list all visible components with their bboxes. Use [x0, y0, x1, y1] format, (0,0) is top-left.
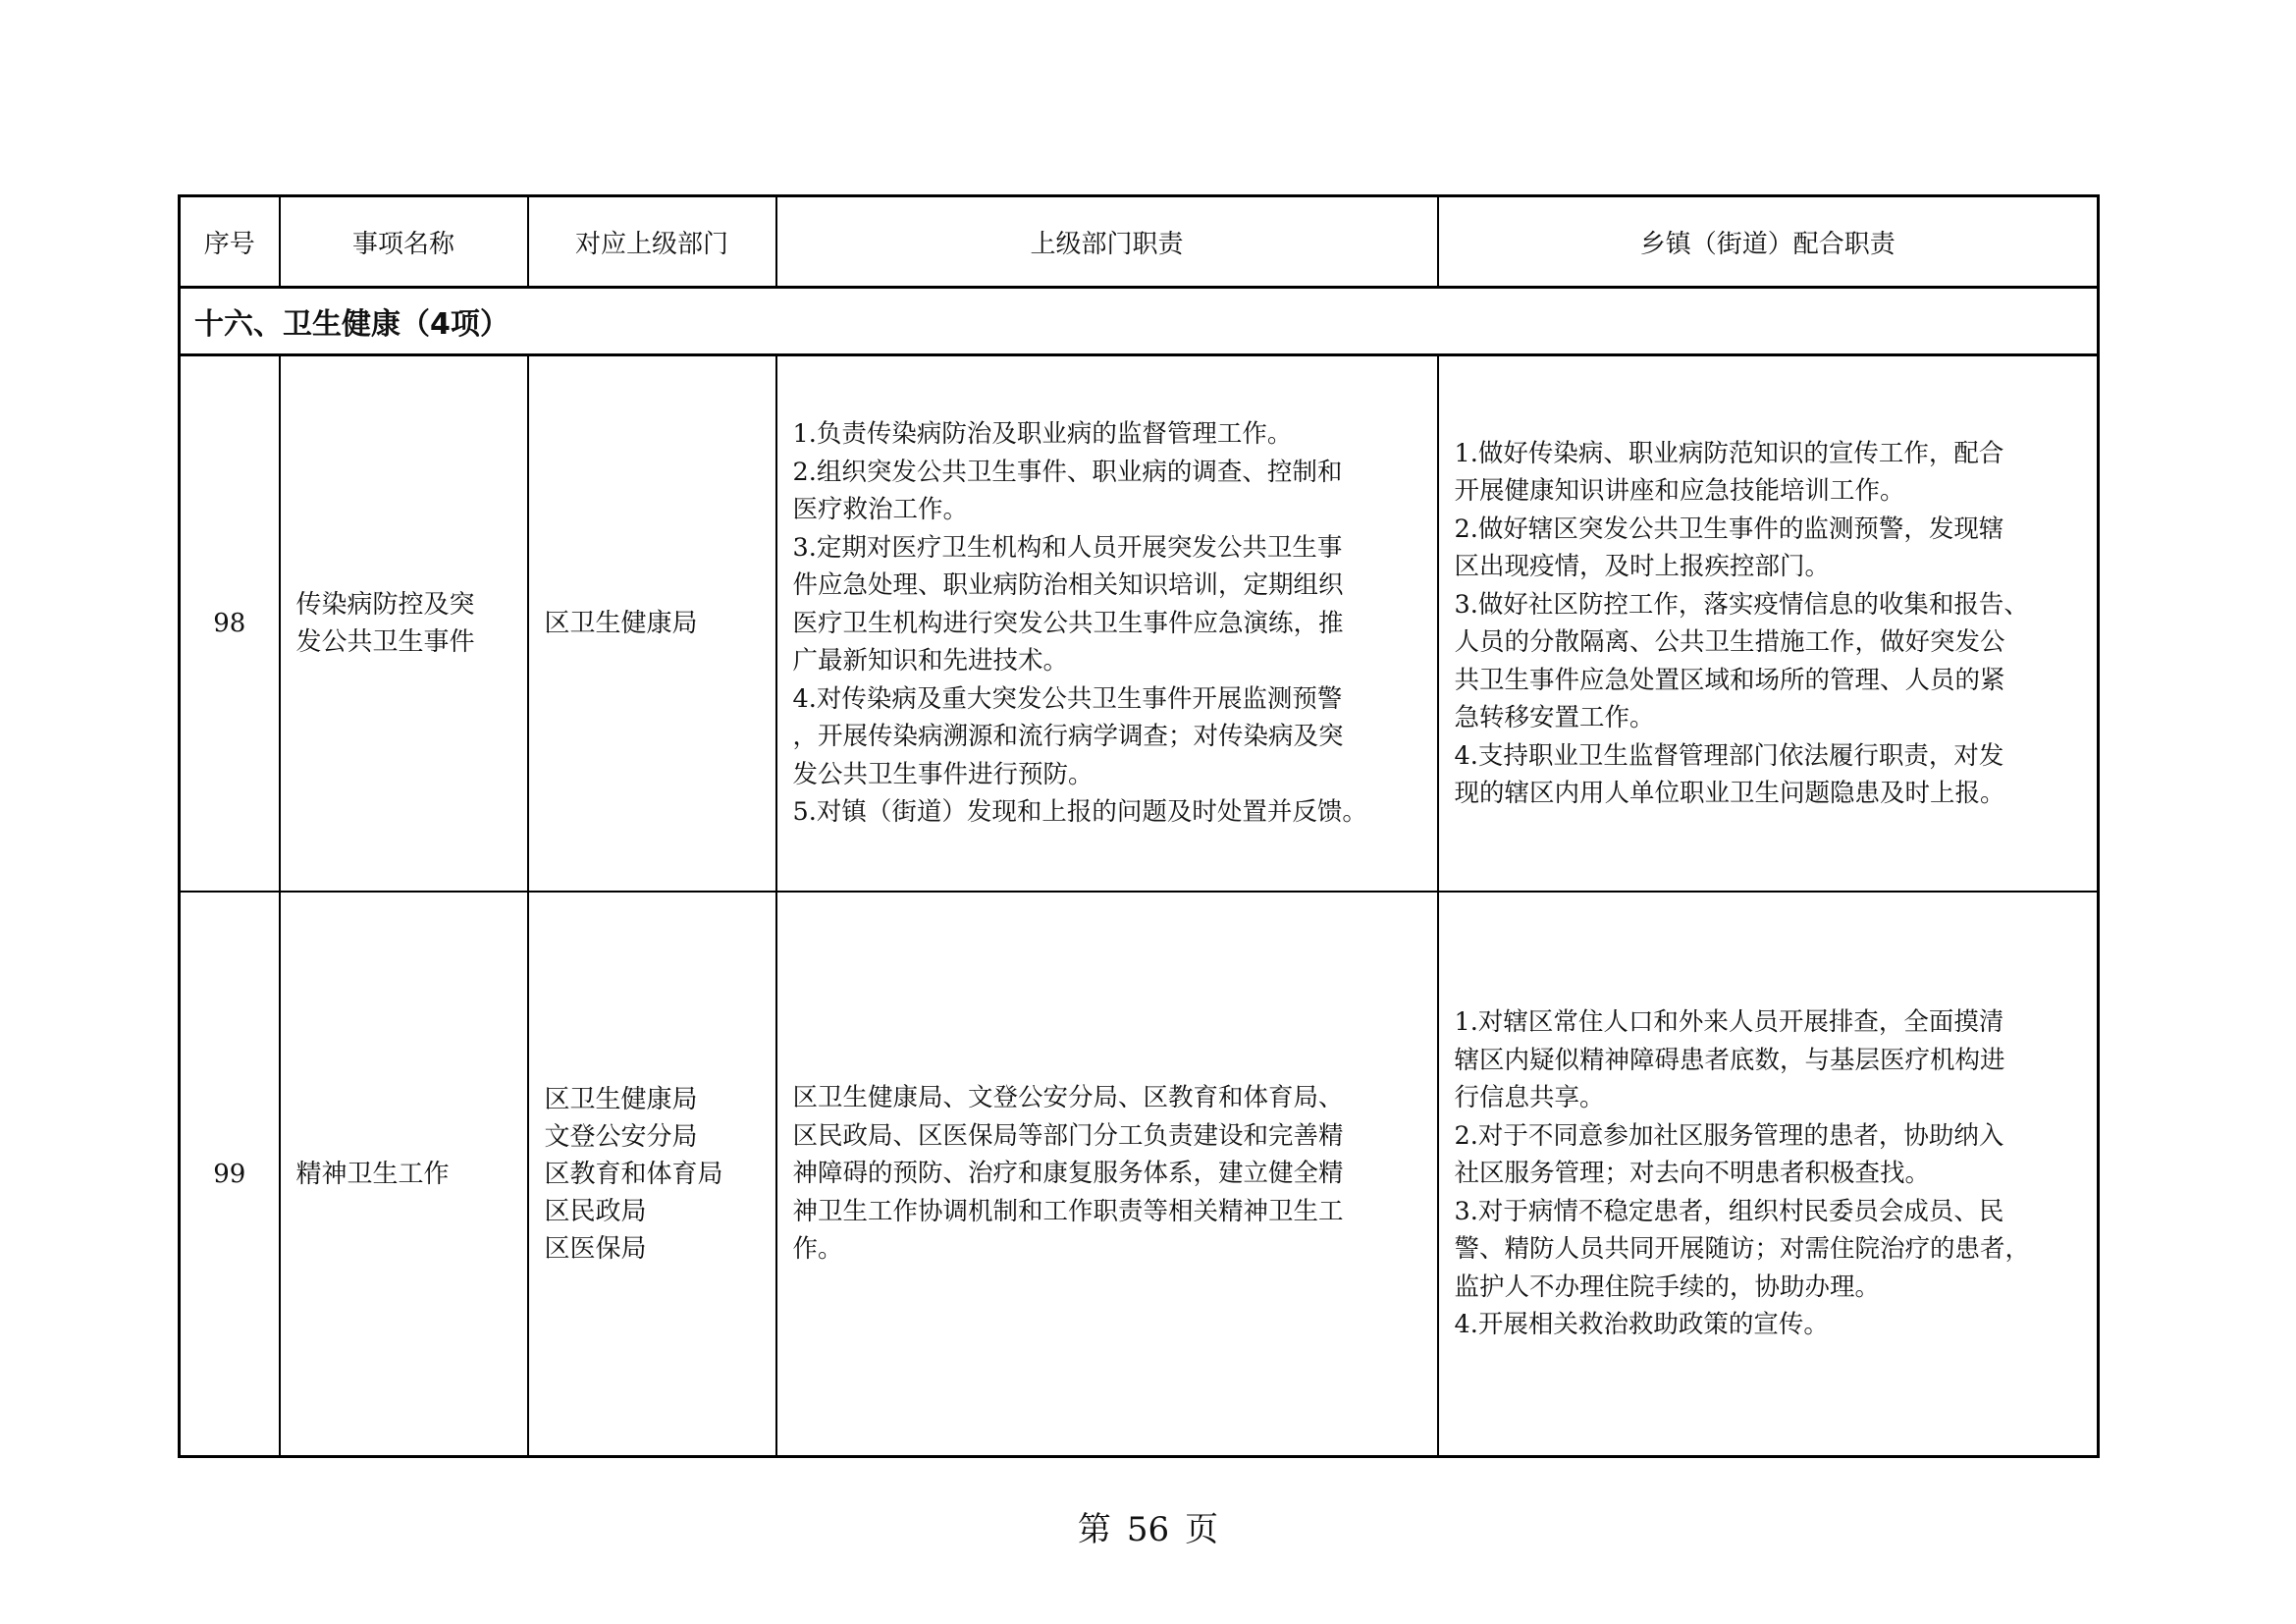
text-line: 警、精防人员共同开展随访；对需住院治疗的患者， [1454, 1234, 2031, 1265]
page-number-suffix: 页 [1185, 1510, 1219, 1549]
section-title: 十六、卫生健康（4项） [180, 288, 2099, 355]
page-number-prefix: 第 [1077, 1510, 1111, 1549]
text-line: 4.支持职业卫生监督管理部门依法履行职责，对发 [1454, 740, 2004, 771]
text-line: 社区服务管理；对去向不明患者积极查找。 [1454, 1159, 1931, 1189]
header-superior-duty: 上级部门职责 [776, 196, 1438, 288]
text-line: 区卫生健康局、文登公安分局、区教育和体育局、 [792, 1083, 1344, 1113]
row-town-duty [1438, 355, 2099, 893]
header-superior-dept: 对应上级部门 [528, 196, 776, 288]
text-line: 1.做好传染病、职业病防范知识的宣传工作，配合 [1454, 438, 2004, 468]
row-superior-duty [776, 892, 1438, 1457]
header-serial: 序号 [180, 196, 280, 288]
text-line: 区民政局 [544, 1196, 647, 1226]
row-superior-dept [528, 355, 776, 893]
header-town-duty: 乡镇（街道）配合职责 [1438, 196, 2099, 288]
text-line: 广最新知识和先进技术。 [792, 646, 1069, 677]
text-line: 3.对于病情不稳定患者，组织村民委员会成员、民 [1454, 1196, 2004, 1226]
text-line: 医疗救治工作。 [792, 495, 969, 525]
text-line: 急转移安置工作。 [1454, 703, 1655, 732]
text-line: 发公共卫生事件进行预防。 [792, 759, 1094, 789]
text-line: 文登公安分局 [544, 1121, 698, 1152]
text-line: 区卫生健康局 [544, 609, 698, 638]
text-line: 区出现疫情，及时上报疾控部门。 [1454, 552, 1831, 581]
text-line: 现的辖区内用人单位职业卫生问题隐患及时上报。 [1454, 779, 2005, 808]
header-item-name: 事项名称 [280, 196, 528, 288]
text-line: 精神卫生工作 [295, 1159, 450, 1189]
table-row [180, 355, 2099, 893]
text-line: 发公共卫生事件 [295, 627, 475, 657]
text-line: 2.做好辖区突发公共卫生事件的监测预警，发现辖 [1454, 514, 2004, 544]
text-line: 行信息共享。 [1454, 1083, 1605, 1113]
text-line: 区教育和体育局 [544, 1159, 723, 1189]
row-town-duty [1438, 892, 2099, 1457]
text-line: 2.组织突发公共卫生事件、职业病的调查、控制和 [792, 457, 1343, 487]
text-line: 5.对镇（街道）发现和上报的问题及时处置并反馈。 [792, 797, 1367, 828]
text-line: 3.做好社区防控工作，落实疫情信息的收集和报告、 [1454, 589, 2029, 620]
text-line: 1.负责传染病防治及职业病的监督管理工作。 [792, 419, 1293, 450]
text-line: 4.对传染病及重大突发公共卫生事件开展监测预警 [792, 683, 1343, 714]
text-line: 传染病防控及突 [295, 590, 475, 620]
page-number-value: 56 [1126, 1510, 1170, 1549]
text-line: 神卫生工作协调机制和工作职责等相关精神卫生工 [792, 1196, 1344, 1226]
text-line: 人员的分散隔离、公共卫生措施工作，做好突发公 [1454, 627, 2005, 657]
row-item-name [280, 355, 528, 893]
text-line: 2.对于不同意参加社区服务管理的患者，协助纳入 [1454, 1120, 2004, 1151]
text-line: 作。 [792, 1234, 843, 1265]
row-serial: 99 [180, 892, 280, 1457]
duty-table [178, 194, 2100, 1458]
row-item-name [280, 892, 528, 1457]
text-line: 开展健康知识讲座和应急技能培训工作。 [1454, 476, 1905, 506]
row-superior-duty [776, 355, 1438, 893]
text-line: 辖区内疑似精神障碍患者底数，与基层医疗机构进 [1454, 1045, 2005, 1075]
row-serial: 98 [180, 355, 280, 893]
text-line: 3.定期对医疗卫生机构和人员开展突发公共卫生事 [792, 532, 1343, 563]
text-line: 1.对辖区常住人口和外来人员开展排查，全面摸清 [1454, 1007, 2004, 1038]
text-line: 区民政局、区医保局等部门分工负责建设和完善精 [792, 1120, 1344, 1151]
text-line: 4.开展相关救治救助政策的宣传。 [1454, 1310, 1829, 1340]
text-line: ，开展传染病溯源和流行病学调查；对传染病及突 [792, 722, 1344, 752]
text-line: 件应急处理、职业病防治相关知识培训，定期组织 [792, 570, 1344, 601]
text-line: 医疗卫生机构进行突发公共卫生事件应急演练，推 [792, 608, 1344, 638]
text-line: 监护人不办理住院手续的，协助办理。 [1454, 1272, 1881, 1302]
page-number [0, 1502, 2296, 1550]
text-line: 区卫生健康局 [544, 1084, 698, 1114]
text-line: 共卫生事件应急处置区域和场所的管理、人员的紧 [1454, 665, 2005, 695]
table-row [180, 892, 2099, 1457]
text-line: 区医保局 [544, 1233, 647, 1264]
row-superior-dept [528, 892, 776, 1457]
table-header-row [180, 196, 2099, 288]
text-line: 神障碍的预防、治疗和康复服务体系，建立健全精 [792, 1159, 1344, 1189]
section-row [180, 288, 2099, 355]
